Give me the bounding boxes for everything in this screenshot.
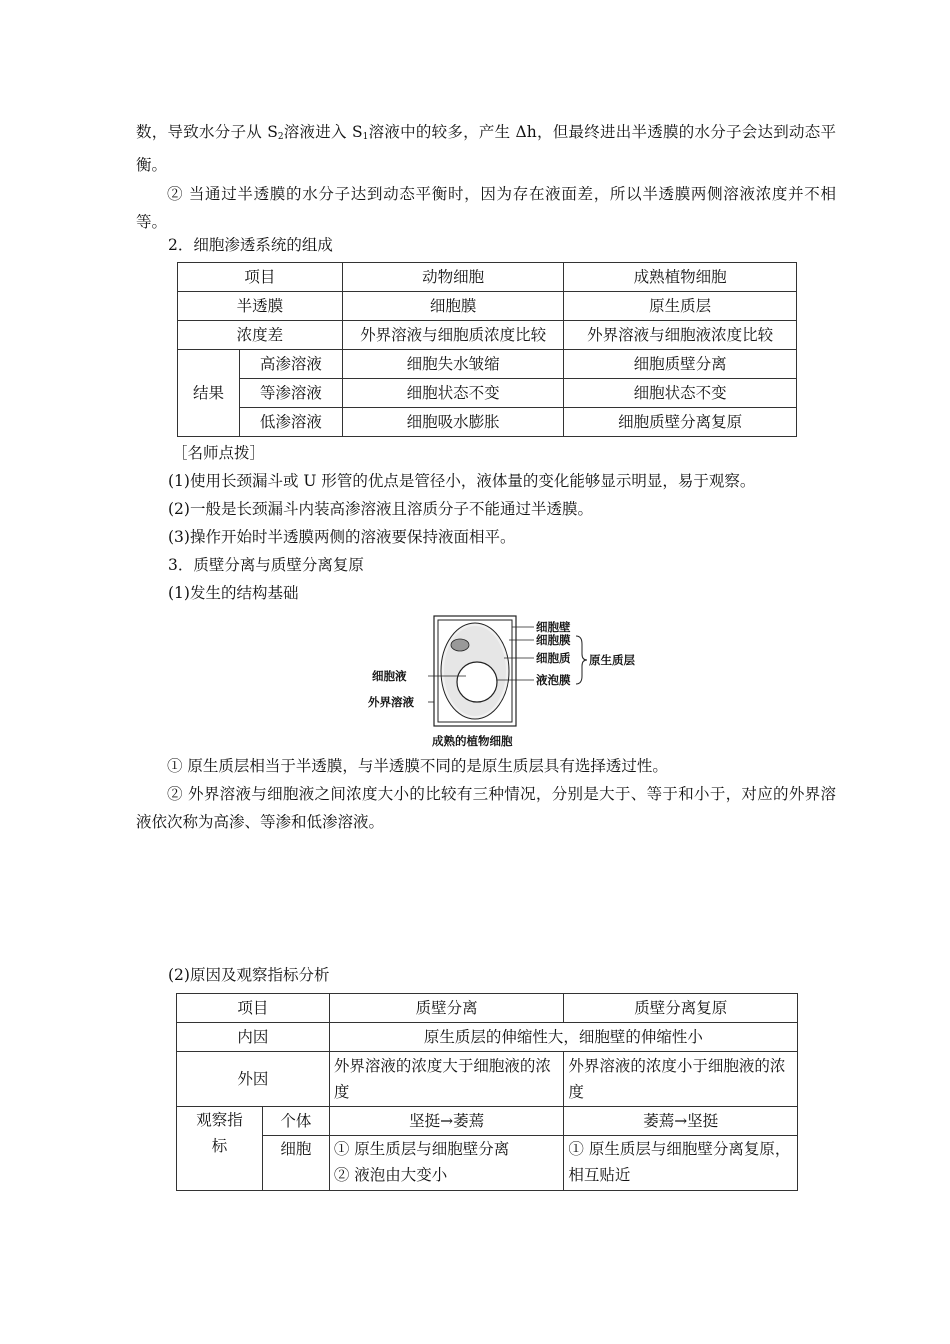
table-cell: 观察指标 xyxy=(177,1107,263,1191)
label-cell-sap: 细胞液 xyxy=(372,669,407,683)
table-header-cell: 成熟植物细胞 xyxy=(564,263,797,292)
plant-cell-diagram xyxy=(366,612,646,752)
table-cell: 个体 xyxy=(262,1107,329,1136)
table-header-cell: 质壁分离 xyxy=(329,994,564,1023)
table-cell: 半透膜 xyxy=(178,292,343,321)
table-row xyxy=(178,408,797,437)
table-row xyxy=(177,1136,798,1191)
section2-heading: 2．细胞渗透系统的组成 xyxy=(168,236,333,254)
table-cell: 细胞 xyxy=(262,1136,329,1191)
intro-paragraph: 数，导致水分子从 $S_2$溶液进入 $S_1$溶液中的较多，产生 Δh，但最终进出半透膜的水分子会达到动态平衡。 xyxy=(136,123,837,174)
label-cell-wall: 细胞壁 xyxy=(536,620,571,634)
table-cell: 细胞质壁分离 xyxy=(564,350,797,379)
table-row xyxy=(178,350,797,379)
table-row xyxy=(178,321,797,350)
tip-item-1: (1)使用长颈漏斗或 U 形管的优点是管径小，液体量的变化能够显示明显，易于观察。 xyxy=(168,472,756,490)
table-cell: 细胞状态不变 xyxy=(564,379,797,408)
table-row xyxy=(177,1023,798,1052)
table-cell: 外界溶液与细胞质浓度比较 xyxy=(342,321,564,350)
section3-point-1: ① 原生质层相当于半透膜，与半透膜不同的是原生质层具有选择透过性。 xyxy=(167,757,668,775)
table-cell: 细胞质壁分离复原 xyxy=(564,408,797,437)
label-external-solution: 外界溶液 xyxy=(368,695,414,709)
table-cell: 低渗溶液 xyxy=(239,408,342,437)
table-cell: 结果 xyxy=(178,350,240,437)
table-cell: 原生质层 xyxy=(564,292,797,321)
nucleus xyxy=(451,639,469,651)
diagram-caption: 成熟的植物细胞 xyxy=(432,734,513,748)
osmosis-system-table xyxy=(177,262,797,437)
table-header-cell: 质壁分离复原 xyxy=(564,994,798,1023)
table-cell: 细胞状态不变 xyxy=(342,379,564,408)
table-cell: 细胞失水皱缩 xyxy=(342,350,564,379)
cell-sep-line-2: ② 液泡由大变小 xyxy=(333,1166,448,1184)
label-cell-membrane: 细胞膜 xyxy=(536,633,571,647)
intro-point-2: ② 当通过半透膜的水分子达到动态平衡时，因为存在液面差，所以半透膜两侧溶液浓度并不相等。 xyxy=(136,185,836,231)
cell-sep-line-1: ① 原生质层与细胞壁分离 xyxy=(333,1140,510,1158)
section3-heading: 3．质壁分离与质壁分离复原 xyxy=(168,556,364,574)
table-header-cell: 动物细胞 xyxy=(342,263,564,292)
table-cell: 外界溶液的浓度小于细胞液的浓度 xyxy=(564,1052,798,1107)
table-cell: 细胞膜 xyxy=(342,292,564,321)
label-cytoplasm: 细胞质 xyxy=(536,651,571,665)
table-row xyxy=(178,263,797,292)
label-protoplast-layer: 原生质层 xyxy=(589,653,635,667)
table-cell: 原生质层的伸缩性大，细胞壁的伸缩性小 xyxy=(329,1023,797,1052)
table-row xyxy=(177,994,798,1023)
section3-point-2: ② 外界溶液与细胞液之间浓度大小的比较有三种情况，分别是大于、等于和小于，对应的外界溶液依次称为高渗、等渗和低渗溶液。 xyxy=(136,785,836,831)
table-cell: 外因 xyxy=(177,1052,330,1107)
table-cell: 细胞吸水膨胀 xyxy=(342,408,564,437)
brace xyxy=(576,636,587,684)
table-header-cell: 项目 xyxy=(178,263,343,292)
table-row xyxy=(177,1107,798,1136)
label-vacuole-membrane: 液泡膜 xyxy=(536,673,571,687)
tip-item-3: (3)操作开始时半透膜两侧的溶液要保持液面相平。 xyxy=(168,528,516,546)
tips-heading: ［名师点拨］ xyxy=(172,444,266,462)
table-row xyxy=(178,292,797,321)
table-cell: ① 原生质层与细胞壁分离复原，相互贴近 xyxy=(564,1136,798,1191)
table-header-cell: 项目 xyxy=(177,994,330,1023)
vacuole xyxy=(457,662,497,702)
table-cell: 等渗溶液 xyxy=(239,379,342,408)
plasmolysis-analysis-table xyxy=(176,993,798,1191)
table-cell: 坚挺→萎蔫 xyxy=(329,1107,564,1136)
table-cell xyxy=(329,1136,564,1191)
table-row xyxy=(178,379,797,408)
section3-sub1: (1)发生的结构基础 xyxy=(168,584,299,602)
table-cell: 萎蔫→坚挺 xyxy=(564,1107,798,1136)
table-row xyxy=(177,1052,798,1107)
table-cell: 内因 xyxy=(177,1023,330,1052)
section3-sub2: (2)原因及观察指标分析 xyxy=(168,966,330,984)
table-cell: 外界溶液与细胞液浓度比较 xyxy=(564,321,797,350)
table-cell: 浓度差 xyxy=(178,321,343,350)
tip-item-2: (2)一般是长颈漏斗内装高渗溶液且溶质分子不能通过半透膜。 xyxy=(168,500,593,518)
table-cell: 高渗溶液 xyxy=(239,350,342,379)
table-cell: 外界溶液的浓度大于细胞液的浓度 xyxy=(329,1052,564,1107)
